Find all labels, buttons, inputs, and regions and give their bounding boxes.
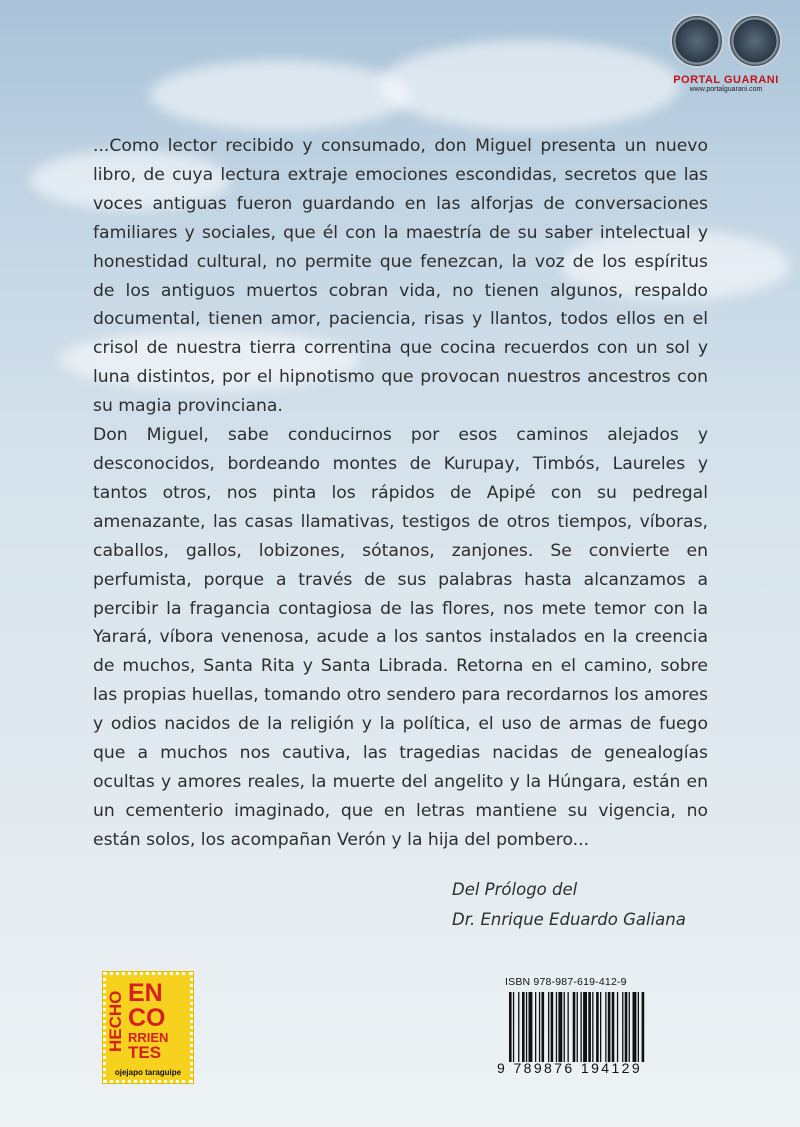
barcode-bar	[551, 992, 554, 1062]
barcode-bar	[638, 992, 639, 1062]
barcode-bar	[633, 992, 637, 1062]
barcode-bar	[522, 992, 525, 1062]
barcode-bar	[577, 992, 578, 1062]
isbn-number: ISBN 978-987-619-412-9	[505, 976, 627, 988]
barcode-bar	[539, 992, 540, 1062]
barcode-bar	[608, 992, 611, 1062]
barcode-bar	[529, 992, 533, 1062]
barcode-bar	[642, 992, 645, 1062]
barcode-bar	[509, 992, 512, 1062]
barcode-bar	[629, 992, 630, 1062]
barcode-bars	[497, 992, 694, 1062]
portal-guarani-logo	[666, 14, 786, 93]
isbn-barcode	[497, 976, 694, 1078]
barcode-bar	[617, 992, 618, 1062]
stamp-vertical-text: HECHO	[106, 990, 125, 1052]
barcode-bar	[513, 992, 514, 1062]
barcode-bar	[600, 992, 601, 1062]
seal-icon	[670, 14, 724, 68]
barcode-bar	[535, 992, 536, 1062]
barcode-bar	[625, 992, 628, 1062]
logo-title: PORTAL GUARANI	[673, 74, 779, 86]
prologue-paragraph: ...Como lector recibido y consumado, don Miguel presenta un nuevo libro, de cuya lectura extraje emociones escondidas, secretos que las voces antiguas fueron guardando en las alforjas de conversaciones familiares y sociales, que él con la maestría de su saber intelectual y honestidad cultural, no permite que fenezcan, la voz de los espíritus de los antiguos muertos cobran vida, no tienen algunos, respaldo documental, tienen amor, paciencia, risas y llantos, todos ellos en el crisol de nuestra tierra correntina que cocina recuerdos con un sol y luna distintos, por el hipnotismo que provocan nuestros ancestros con su magia provinciana.	[93, 136, 708, 417]
cloud-decoration	[380, 40, 680, 130]
barcode-bar	[548, 992, 549, 1062]
barcode-bar	[564, 992, 565, 1062]
barcode-bar	[568, 992, 569, 1062]
credit-line: Del Prólogo del	[452, 880, 578, 899]
stamp-line: EN	[128, 979, 163, 1007]
stamp-footer: ojejapo taraguipe	[114, 1068, 182, 1077]
barcode-bar	[581, 992, 582, 1062]
barcode-bar	[526, 992, 527, 1062]
stamp-line: RRIEN	[128, 1030, 169, 1045]
seal-icon	[728, 14, 782, 68]
barcode-bar	[518, 992, 519, 1062]
barcode-bar	[612, 992, 615, 1062]
barcode-bar	[596, 992, 599, 1062]
barcode-bar	[588, 992, 591, 1062]
prologue-credit	[452, 875, 686, 935]
barcode-bar	[583, 992, 587, 1062]
stamp-line: CO	[128, 1004, 166, 1032]
hecho-en-corrientes-stamp	[103, 972, 193, 1083]
cloud-decoration	[150, 60, 410, 130]
logo-url: www.portalguarani.com	[689, 86, 763, 93]
stamp-line: TES	[128, 1043, 162, 1062]
credit-author: Dr. Enrique Eduardo Galiana	[452, 910, 686, 929]
barcode-bar	[556, 992, 557, 1062]
barcode-bar	[573, 992, 576, 1062]
prologue-text	[93, 132, 708, 855]
prologue-paragraph: Don Miguel, sabe conducirnos por esos caminos alejados y desconocidos, bordeando montes de Kurupay, Timbós, Laureles y tantos otros, nos pinta los rápidos de Apipé con su pedregal amenazante, las casas llamativas, testigos de otros tiempos, víboras, caballos, gallos, lobizones, sótanos, zanjones. Se convierte en perfumista, porque a través de sus palabras hasta alcanzamos a percibir la fragancia contagiosa de las flores, nos mete temor con la Yarará, víbora venenosa, acude a los santos instalados en la creencia de muchos, Santa Rita y Santa Librada. Retorna en el camino, sobre las propias huellas, tomando otro sendero para recordarnos los amores y odios nacidos de la religión y la política, el uso de armas de fuego que a muchos nos cautiva, las tragedias nacidas de genealogías ocultas y amores reales, la muerte del angelito y la Húngara, están en un cementerio imaginado, que en letras mantiene su vigencia, no están solos, los acompañan Verón y la hija del pombero...	[93, 425, 708, 850]
barcode-digits: 9 789876 194129	[497, 1060, 642, 1076]
barcode-bar	[558, 992, 562, 1062]
barcode-bar	[622, 992, 623, 1062]
barcode-bar	[605, 992, 606, 1062]
barcode-bar	[542, 992, 545, 1062]
barcode-bar	[592, 992, 593, 1062]
